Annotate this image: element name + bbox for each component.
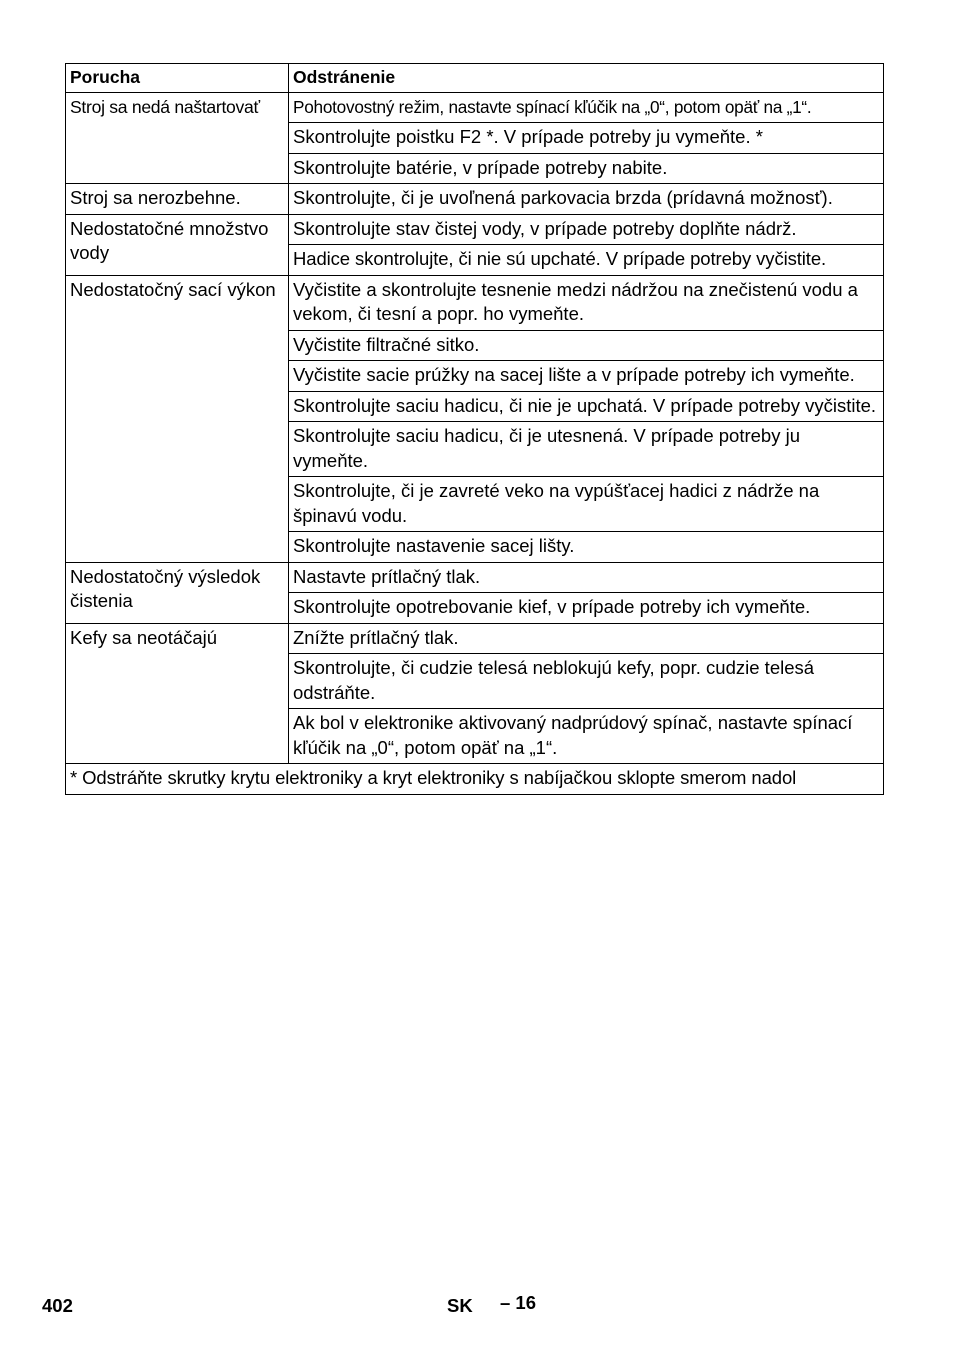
remedy-cell: Znížte prítlačný tlak. bbox=[289, 623, 884, 654]
footnote-cell: * Odstráňte skrutky krytu elektroniky a kryt elektroniky s nabíjačkou sklopte smerom nadol bbox=[66, 764, 884, 795]
remedy-cell: Skontrolujte saciu hadicu, či nie je upchatá. V prípade potreby vyčistite. bbox=[289, 391, 884, 422]
remedy-cell: Skontrolujte batérie, v prípade potreby nabite. bbox=[289, 153, 884, 184]
remedy-cell: Ak bol v elektronike aktivovaný nadprúdový spínač, nastavte spínací kľúčik na „0“, potom opäť na „1“. bbox=[289, 709, 884, 764]
fault-cell: Nedostatočný výsledok čistenia bbox=[66, 562, 289, 623]
table-row bbox=[66, 623, 884, 654]
footnote-row bbox=[66, 764, 884, 795]
remedy-cell: Skontrolujte, či je uvoľnená parkovacia brzda (prídavná možnosť). bbox=[289, 184, 884, 215]
remedy-cell: Skontrolujte, či cudzie telesá neblokujú kefy, popr. cudzie telesá odstráňte. bbox=[289, 654, 884, 709]
remedy-cell: Vyčistite a skontrolujte tesnenie medzi nádržou na znečistenú vodu a vekom, či tesní a popr. ho vymeňte. bbox=[289, 275, 884, 330]
remedy-cell: Skontrolujte opotrebovanie kief, v prípade potreby ich vymeňte. bbox=[289, 593, 884, 624]
remedy-cell: Skontrolujte poistku F2 *. V prípade potreby ju vymeňte. * bbox=[289, 123, 884, 154]
fault-cell: Nedostatočný sací výkon bbox=[66, 275, 289, 562]
fault-cell: Kefy sa neotáčajú bbox=[66, 623, 289, 764]
language-code: SK bbox=[447, 1295, 473, 1316]
table-row bbox=[66, 92, 884, 123]
header-remedy: Odstránenie bbox=[289, 64, 884, 93]
table-row bbox=[66, 184, 884, 215]
header-fault: Porucha bbox=[66, 64, 289, 93]
table-row bbox=[66, 214, 884, 245]
table-header-row bbox=[66, 64, 884, 93]
remedy-cell: Vyčistite filtračné sitko. bbox=[289, 330, 884, 361]
remedy-cell: Skontrolujte stav čistej vody, v prípade potreby doplňte nádrž. bbox=[289, 214, 884, 245]
remedy-cell: Skontrolujte nastavenie sacej lišty. bbox=[289, 532, 884, 563]
fault-cell: Nedostatočné množstvo vody bbox=[66, 214, 289, 275]
table-row bbox=[66, 275, 884, 330]
remedy-cell: Hadice skontrolujte, či nie sú upchaté. V prípade potreby vyčistite. bbox=[289, 245, 884, 276]
table-body bbox=[66, 92, 884, 794]
remedy-cell: Vyčistite sacie prúžky na sacej lište a v prípade potreby ich vymeňte. bbox=[289, 361, 884, 392]
troubleshooting-table bbox=[65, 63, 884, 795]
remedy-cell: Skontrolujte, či je zavreté veko na vypúšťacej hadici z nádrže na špinavú vodu. bbox=[289, 477, 884, 532]
fault-cell: Stroj sa nedá naštartovať bbox=[66, 92, 289, 184]
section-page-number: – 16 bbox=[500, 1292, 537, 1313]
remedy-cell: Nastavte prítlačný tlak. bbox=[289, 562, 884, 593]
remedy-cell: Pohotovostný režim, nastavte spínací kľúčik na „0“, potom opäť na „1“. bbox=[289, 92, 884, 123]
fault-cell: Stroj sa nerozbehne. bbox=[66, 184, 289, 215]
page-number: 402 bbox=[42, 1295, 73, 1316]
remedy-cell: Skontrolujte saciu hadicu, či je utesnená. V prípade potreby ju vymeňte. bbox=[289, 422, 884, 477]
table-row bbox=[66, 562, 884, 593]
